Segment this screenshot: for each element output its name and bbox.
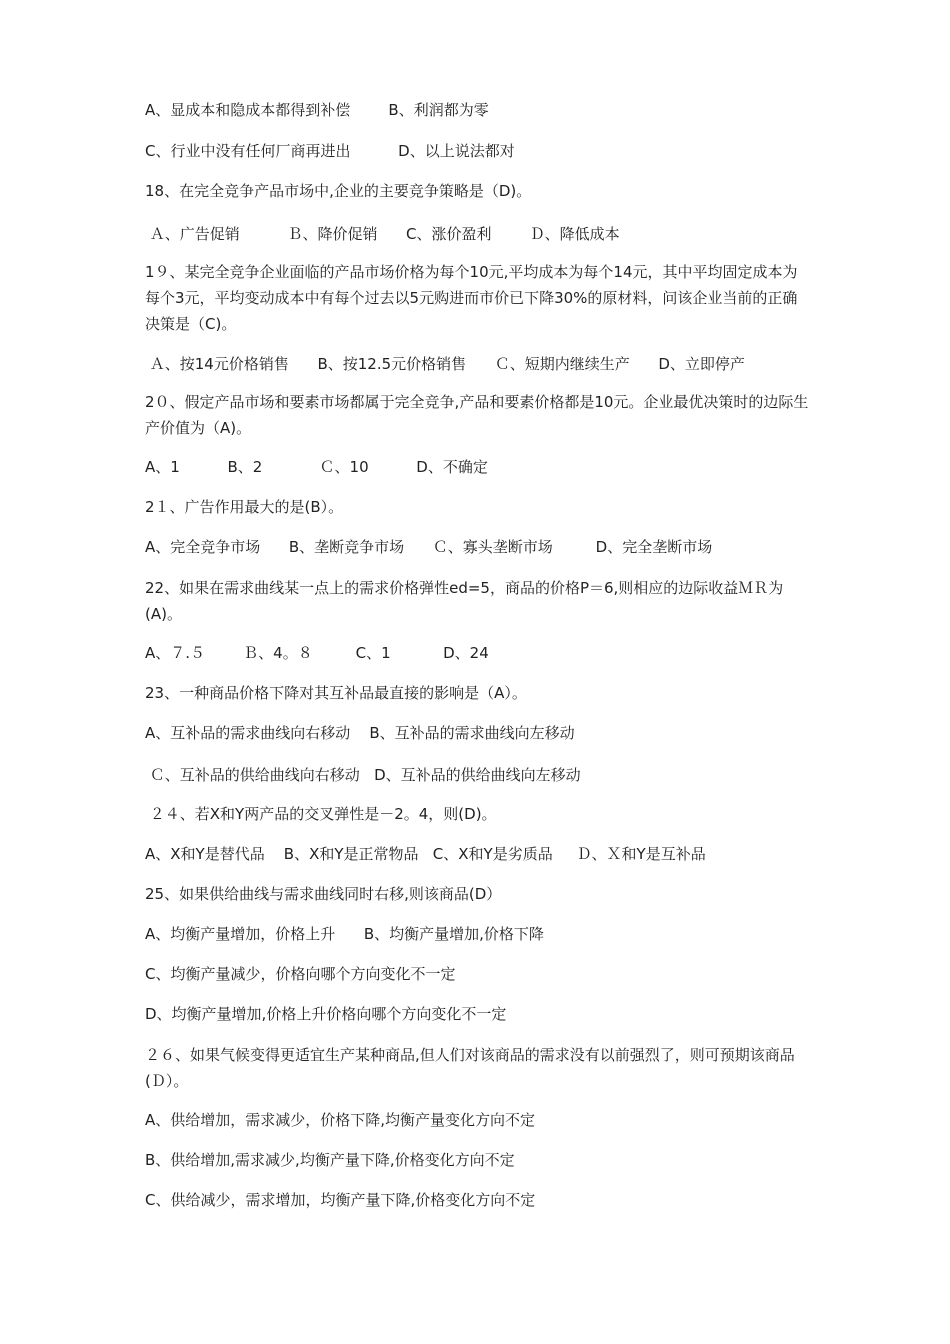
q22-options: A、７.５ Ｂ、4。８ C、1 D、24 bbox=[145, 644, 489, 662]
q21-options: A、完全竞争市场 B、垄断竞争市场 Ｃ、寡头垄断市场 D、完全垄断市场 bbox=[145, 538, 713, 556]
q24-question: ２４、若X和Y两产品的交叉弹性是－2。4，则(D)。 bbox=[145, 805, 497, 823]
q26-option-c: C、供给减少，需求增加，均衡产量下降,价格变化方向不定 bbox=[145, 1191, 536, 1209]
q18-options: Ａ、广告促销 Ｂ、降价促销 C、涨价盈利 Ｄ、降低成本 bbox=[145, 225, 620, 243]
q17-options-ab: A、显成本和隐成本都得到补偿 B、利润都为零 bbox=[145, 101, 489, 119]
q21-question: 2１、广告作用最大的是(B）。 bbox=[145, 498, 344, 516]
q25-question: 25、如果供给曲线与需求曲线同时右移,则该商品(D） bbox=[145, 885, 502, 903]
q26-question: ２６、如果气候变得更适宜生产某种商品,但人们对该商品的需求没有以前强烈了，则可预期该商品(Ｄ）。 bbox=[145, 1046, 795, 1090]
q25-option-c: C、均衡产量减少，价格向哪个方向变化不一定 bbox=[145, 965, 456, 983]
q24-options: A、X和Y是替代品 B、X和Y是正常物品 C、X和Y是劣质品 Ｄ、Ｘ和Y是互补品 bbox=[145, 845, 706, 863]
q19-options: Ａ、按14元价格销售 B、按12.5元价格销售 Ｃ、短期内继续生产 D、立即停产 bbox=[145, 355, 745, 373]
q23-options-cd: Ｃ、互补品的供给曲线向右移动 D、互补品的供给曲线向左移动 bbox=[145, 766, 581, 784]
q23-question: 23、一种商品价格下降对其互补品最直接的影响是（A）。 bbox=[145, 684, 527, 702]
q20-options: A、1 B、2 Ｃ、10 D、不确定 bbox=[145, 458, 488, 476]
q25-option-d: D、均衡产量增加,价格上升价格向哪个方向变化不一定 bbox=[145, 1005, 507, 1023]
q22-question: 22、如果在需求曲线某一点上的需求价格弹性ed=5，商品的价格P＝6,则相应的边际收益ＭＲ为(A)。 bbox=[145, 579, 784, 623]
q17-options-cd: C、行业中没有任何厂商再进出 D、以上说法都对 bbox=[145, 142, 515, 160]
q26-option-a: A、供给增加，需求减少，价格下降,均衡产量变化方向不定 bbox=[145, 1111, 536, 1129]
q23-options-ab: A、互补品的需求曲线向右移动 B、互补品的需求曲线向左移动 bbox=[145, 724, 575, 742]
q25-options-ab: A、均衡产量增加，价格上升 B、均衡产量增加,价格下降 bbox=[145, 925, 544, 943]
q18-question: 18、在完全竞争产品市场中,企业的主要竞争策略是（D)。 bbox=[145, 182, 532, 200]
q19-question: 1９、某完全竞争企业面临的产品市场价格为每个10元,平均成本为每个14元，其中平均固定成本为每个3元，平均变动成本中有每个过去以5元购进而市价已下降30%的原材料，问该企业当前的正确决策是（C)。 bbox=[145, 263, 798, 333]
q20-question: 2０、假定产品市场和要素市场都属于完全竞争,产品和要素价格都是10元。企业最优决策时的边际生产价值为（A)。 bbox=[145, 393, 809, 437]
q26-option-b: B、供给增加,需求减少,均衡产量下降,价格变化方向不定 bbox=[145, 1151, 515, 1169]
